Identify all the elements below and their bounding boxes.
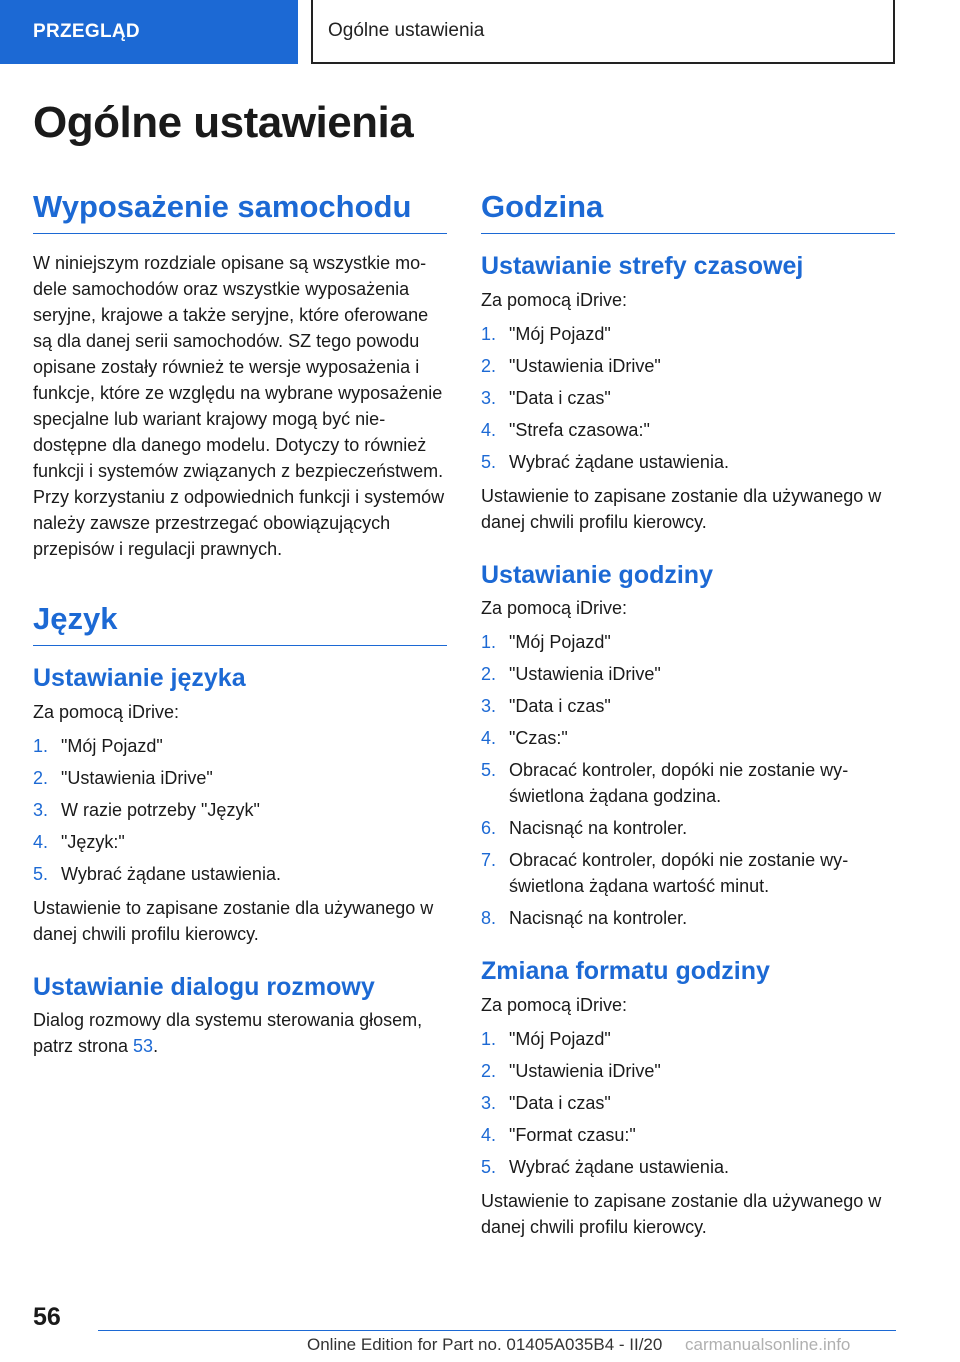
step-text: "Ustawienia iDrive" xyxy=(509,664,661,685)
section-tab[interactable] xyxy=(0,0,298,64)
list-item xyxy=(33,861,447,887)
header-chapter-title xyxy=(311,0,895,64)
step-text: "Mój Pojazd" xyxy=(509,1028,611,1049)
left-column xyxy=(33,188,447,1067)
step-number: 5. xyxy=(33,863,49,884)
list-item xyxy=(33,765,447,791)
step-text: "Mój Pojazd" xyxy=(509,323,611,344)
step-number: 3. xyxy=(481,696,497,717)
step-text: Nacisnąć na kontroler. xyxy=(509,908,688,929)
intro-time-zone: Za pomocą iDrive: xyxy=(481,289,628,310)
step-text: Wybrać żądane ustawienia. xyxy=(61,863,281,884)
step-number: 6. xyxy=(481,818,497,839)
list-item xyxy=(481,905,895,931)
step-text: "Ustawienia iDrive" xyxy=(61,767,213,788)
step-number: 5. xyxy=(481,1156,497,1177)
step-text: "Format czasu:" xyxy=(509,1124,636,1145)
heading-language: Język xyxy=(33,600,447,646)
step-text: Wybrać żądane ustawienia. xyxy=(509,1156,729,1177)
step-number: 1. xyxy=(481,323,497,344)
right-column xyxy=(481,188,895,1248)
list-item xyxy=(33,829,447,855)
step-number: 2. xyxy=(481,1060,497,1081)
voice-dialog-text: Dialog rozmowy dla systemu sterowania głosem, patrz strona xyxy=(33,1010,423,1057)
list-item xyxy=(481,417,895,443)
subheading-time-format: Zmiana formatu godziny xyxy=(481,957,770,986)
list-item xyxy=(481,1090,895,1116)
step-text: "Czas:" xyxy=(509,728,568,749)
list-item xyxy=(33,733,447,759)
footer-divider xyxy=(98,1330,896,1331)
list-item xyxy=(481,385,895,411)
step-text: "Ustawienia iDrive" xyxy=(509,1060,661,1081)
page-link[interactable]: 53 xyxy=(133,1036,154,1057)
equipment-paragraph: W niniejszym rozdziale opisane są wszystkie modele samochodów oraz wszystkie wyposażenia seryjne, krajowe a także seryjne, które oferowane są dla danej serii samochodów. SZ tego powodu opisane zostały również te wersje wyposażenia i funkcje, które ze względu na wybrane wyposażenie specjalne lub wariant krajowy mogą być niedostępne dla danego modelu. Dotyczy to również funkcji i systemów związanych z bezpieczeństwem. Przy korzystaniu z odpowiednich funkcji i systemów należy zawsze przestrzegać obowiązujących przepisów i regulacji prawnych. xyxy=(33,253,445,560)
step-number: 3. xyxy=(33,799,49,820)
step-number: 2. xyxy=(481,664,497,685)
footer-edition: Online Edition for Part no. 01405A035B4 - II/20 xyxy=(307,1335,663,1354)
intro-time-format: Za pomocą iDrive: xyxy=(481,994,628,1015)
step-text: Wybrać żądane ustawienia. xyxy=(509,451,729,472)
step-number: 1. xyxy=(33,735,49,756)
steps-set-time xyxy=(481,629,895,931)
step-text: "Mój Pojazd" xyxy=(61,735,163,756)
intro-set-time: Za pomocą iDrive: xyxy=(481,598,628,619)
list-item xyxy=(481,1154,895,1180)
step-text: Nacisnąć na kontroler. xyxy=(509,818,688,839)
list-item xyxy=(481,693,895,719)
step-number: 3. xyxy=(481,387,497,408)
subheading-voice-dialog: Ustawianie dialogu rozmowy xyxy=(33,972,375,1001)
heading-time: Godzina xyxy=(481,188,895,234)
note-set-language: Ustawienie to zapisane zostanie dla używanego w danej chwili profilu kierowcy. xyxy=(33,897,434,944)
subheading-set-time: Ustawianie godziny xyxy=(481,560,713,589)
step-number: 7. xyxy=(481,850,497,871)
note-time-zone: Ustawienie to zapisane zostanie dla używanego w danej chwili profilu kierowcy. xyxy=(481,485,882,532)
step-text: "Data i czas" xyxy=(509,387,611,408)
list-item xyxy=(481,629,895,655)
step-text: "Strefa czasowa:" xyxy=(509,419,650,440)
watermark: carmanualsonline.info xyxy=(685,1335,851,1354)
step-number: 8. xyxy=(481,908,497,929)
note-time-format: Ustawienie to zapisane zostanie dla używanego w danej chwili profilu kierowcy. xyxy=(481,1190,882,1237)
step-number: 4. xyxy=(33,831,49,852)
step-number: 2. xyxy=(33,767,49,788)
list-item xyxy=(481,661,895,687)
header-chapter-title-text: Ogólne ustawienia xyxy=(328,20,485,41)
steps-time-format xyxy=(481,1026,895,1180)
list-item xyxy=(481,1058,895,1084)
step-number: 4. xyxy=(481,728,497,749)
list-item xyxy=(481,1122,895,1148)
step-number: 5. xyxy=(481,451,497,472)
steps-time-zone xyxy=(481,321,895,475)
step-number: 4. xyxy=(481,419,497,440)
step-text: "Data i czas" xyxy=(509,1092,611,1113)
list-item xyxy=(481,321,895,347)
subheading-set-language: Ustawianie języka xyxy=(33,664,246,693)
steps-set-language xyxy=(33,733,447,887)
step-text: "Mój Pojazd" xyxy=(509,632,611,653)
step-text: "Język:" xyxy=(61,831,125,852)
step-text: "Data i czas" xyxy=(509,696,611,717)
page-number: 56 xyxy=(33,1303,61,1331)
step-text: W razie potrzeby "Język" xyxy=(61,799,260,820)
step-number: 1. xyxy=(481,632,497,653)
step-number: 1. xyxy=(481,1028,497,1049)
section-tab-label: PRZEGLĄD xyxy=(33,21,140,42)
step-number: 2. xyxy=(481,355,497,376)
voice-dialog-end: . xyxy=(153,1036,159,1057)
intro-set-language: Za pomocą iDrive: xyxy=(33,701,180,722)
step-number: 4. xyxy=(481,1124,497,1145)
page-title: Ogólne ustawienia xyxy=(33,98,414,147)
step-number: 5. xyxy=(481,760,497,781)
heading-equipment: Wyposażenie samochodu xyxy=(33,188,447,234)
step-text: Obracać kontroler, dopóki nie zostanie wyświetlona żądana wartość minut. xyxy=(509,850,849,897)
list-item xyxy=(481,1026,895,1052)
step-text: "Ustawienia iDrive" xyxy=(509,355,661,376)
list-item xyxy=(481,449,895,475)
list-item xyxy=(481,353,895,379)
list-item xyxy=(481,757,895,809)
step-text: Obracać kontroler, dopóki nie zostanie wyświetlona żądana godzina. xyxy=(509,760,849,807)
voice-dialog-paragraph xyxy=(33,1007,447,1059)
subheading-time-zone: Ustawianie strefy czasowej xyxy=(481,252,804,281)
list-item xyxy=(481,815,895,841)
list-item xyxy=(481,725,895,751)
step-number: 3. xyxy=(481,1092,497,1113)
list-item xyxy=(481,847,895,899)
list-item xyxy=(33,797,447,823)
